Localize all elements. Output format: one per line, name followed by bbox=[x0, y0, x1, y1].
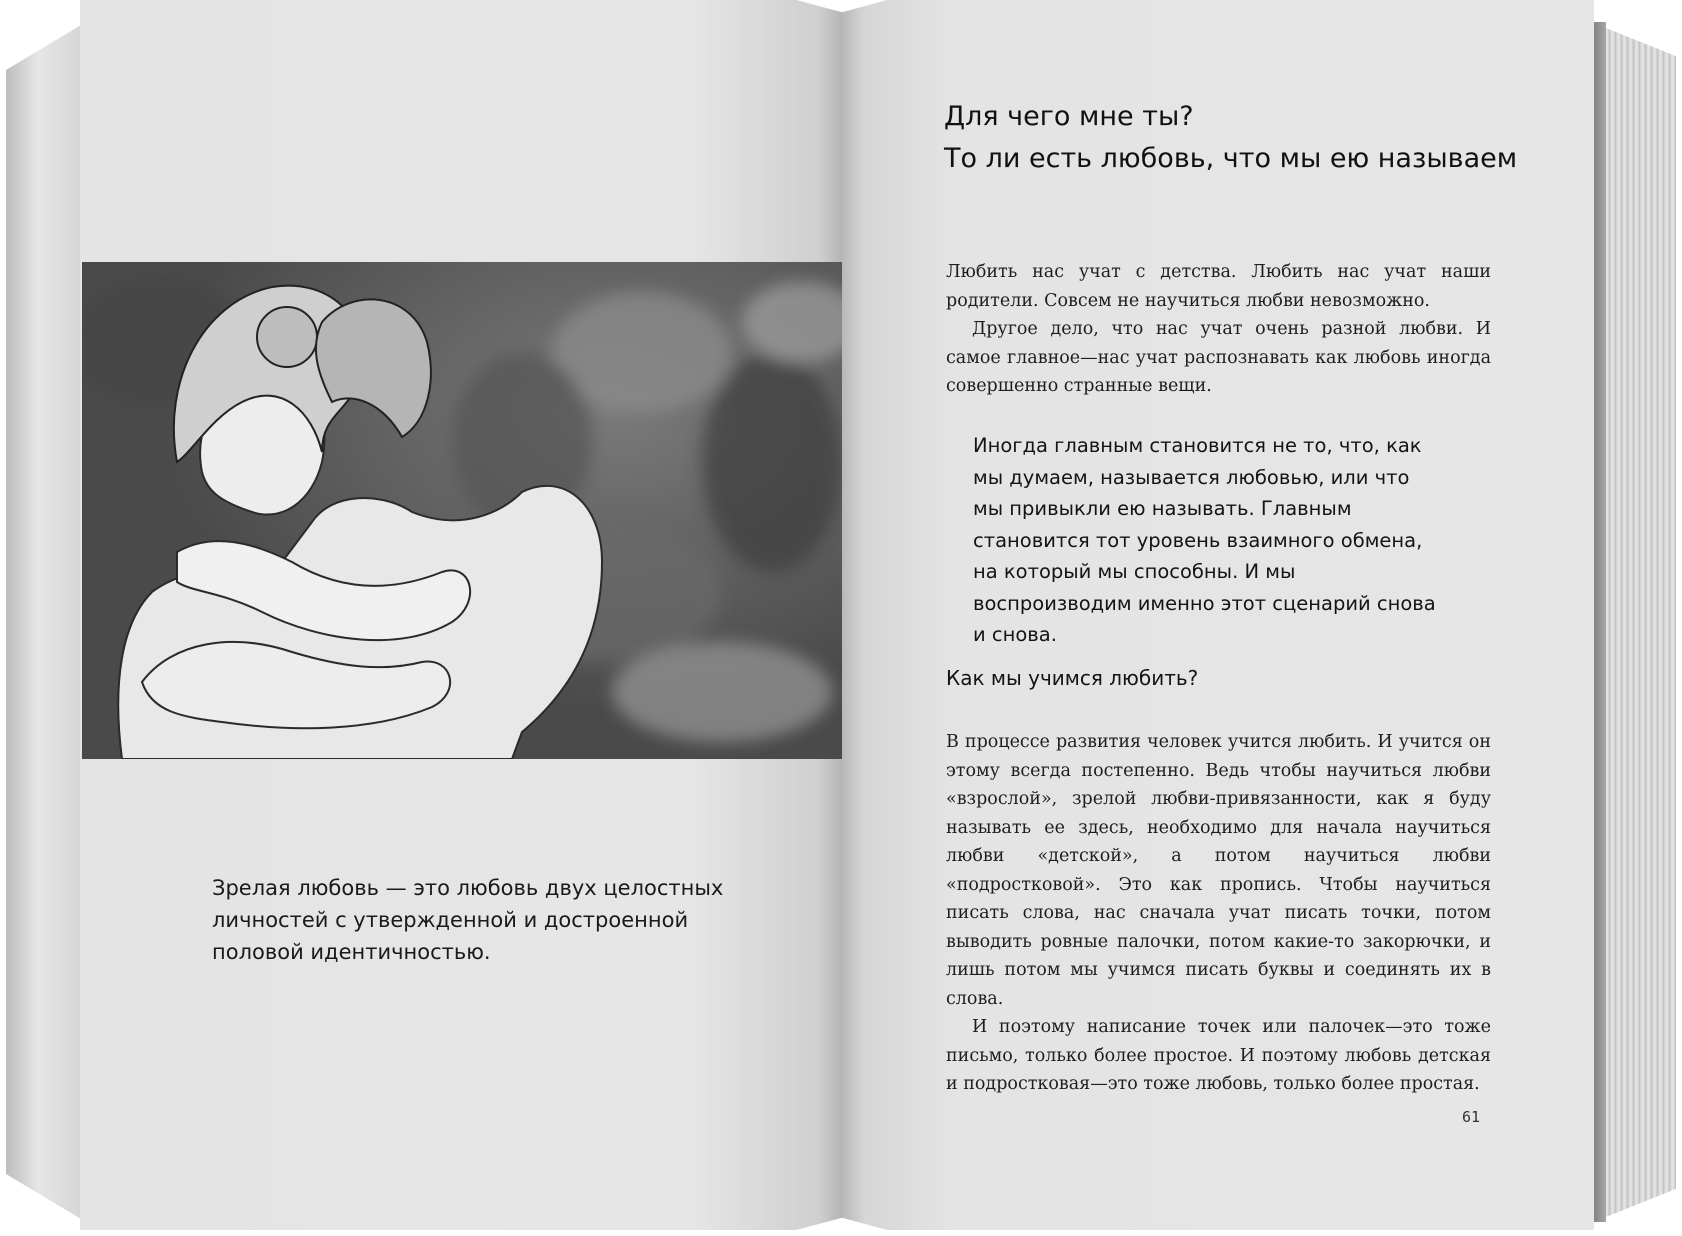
chapter-title-line-1: Для чего мне ты? bbox=[944, 101, 1194, 132]
illustration-caption: Зрелая любовь — это любовь двух целостных личностей с утвержденной и достроенной половой идентичностью. bbox=[212, 876, 724, 964]
paragraph: И поэтому написание точек или палочек—это тоже письмо, только более простое. И поэтому любовь детская и подростковая—это тоже любовь, только более простая. bbox=[946, 1017, 1491, 1094]
paragraph: В процессе развития человек учится любить. И учится он этому всегда постепенно. Ведь чтобы научиться любви «взрослой», зрелой любви-привязанности, как я буду называть ее здесь, необходимо для начала научиться любви «детской», а потом научиться любви «подростковой». Это как пропись. Чтобы научиться писать слова, нас сначала учат писать точки, потом выводить ровные палочки, потом какие-то закорючки, и лишь потом мы учимся писать буквы и соединять их в слова. bbox=[946, 732, 1491, 1009]
section-heading: Как мы учимся любить? bbox=[946, 666, 1199, 690]
intro-text bbox=[946, 258, 1491, 401]
embracing-couple-illustration bbox=[82, 262, 842, 759]
paragraph: Другое дело, что нас учат очень разной любви. И самое главное—нас учат распознавать как любовь иногда совершенно странные вещи. bbox=[946, 319, 1491, 396]
chapter-title bbox=[944, 96, 1564, 180]
paragraph: Любить нас учат с детства. Любить нас учат наши родители. Совсем не научиться любви невозможно. bbox=[946, 262, 1491, 311]
right-cover-edge bbox=[1592, 22, 1606, 1222]
page-number: 61 bbox=[1462, 1108, 1481, 1126]
chapter-title-line-2: То ли есть любовь, что мы ею называем bbox=[944, 143, 1518, 174]
left-page-edges bbox=[6, 22, 86, 1222]
pull-quote: Иногда главным становится не то, что, как мы думаем, называется любовью, или что мы привыкли ею называть. Главным становится тот уровень взаимного обмена, на который мы способны. И мы воспроизводим именно этот сценарий снова и снова. bbox=[973, 434, 1436, 646]
body-text bbox=[946, 728, 1491, 1099]
